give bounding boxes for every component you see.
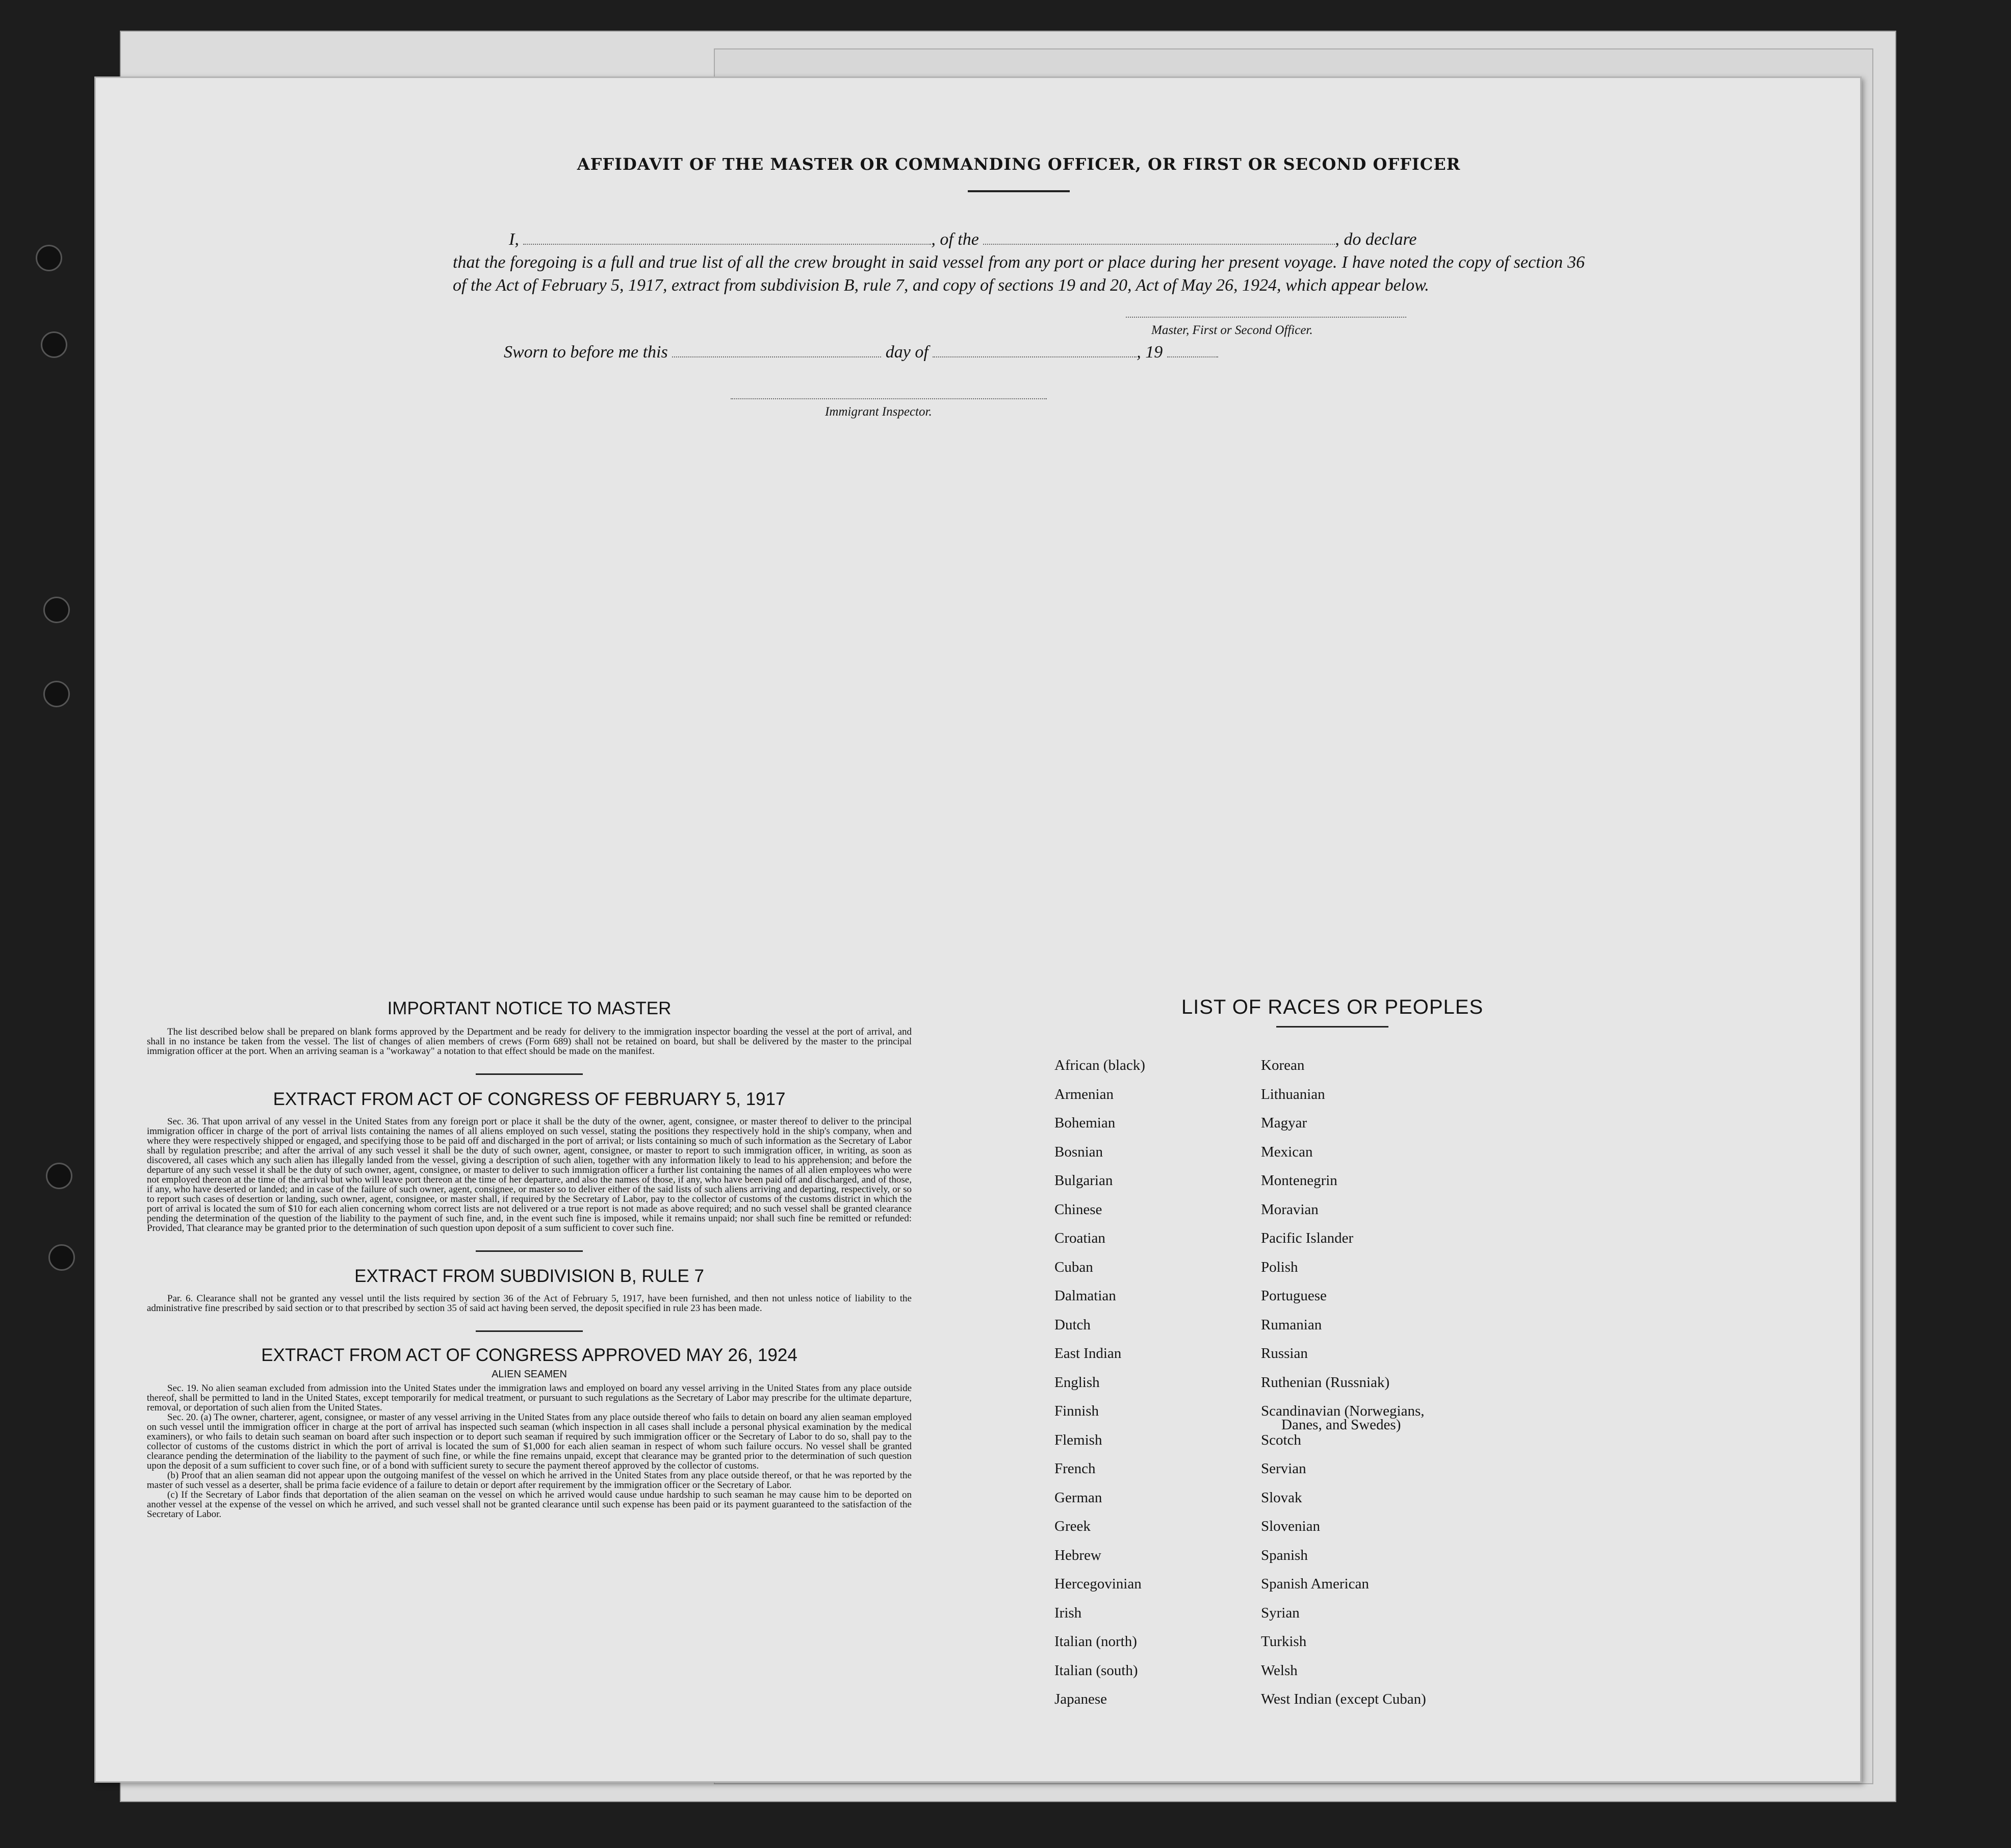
binder-hole (48, 1244, 75, 1271)
race-list-item: Flemish (1054, 1431, 1102, 1448)
extract-1924-title: EXTRACT FROM ACT OF CONGRESS APPROVED MAY 26, 1924 (261, 1345, 797, 1365)
race-list-item: Greek (1054, 1518, 1091, 1534)
section-divider (476, 1073, 583, 1075)
section-divider (476, 1330, 583, 1332)
race-list-item: Armenian (1054, 1086, 1114, 1102)
binder-hole (43, 681, 70, 707)
vessel-name-field[interactable] (983, 244, 1335, 245)
sworn-prefix: Sworn to before me this (504, 343, 668, 362)
title-divider (968, 190, 1070, 192)
race-list-item: Bohemian (1054, 1115, 1116, 1131)
notice-text: The list described below shall be prepared on blank forms approved by the Department and be ready for delivery to the immigration inspector boarding the vessel at the port of arrival, and shall in no instance be taken from the vessel. The list of changes of alien members of crews (Form 689) shall not be retained on board, but shall be delivered by the master to the principal immigration officer at the port. When an arriving seaman is a "workaway" a notation to that effect should be made on the manifest. (147, 1026, 912, 1057)
section-divider (476, 1250, 583, 1252)
declare-text: , do declare (1335, 230, 1417, 249)
race-list-item: Portuguese (1261, 1288, 1327, 1304)
race-list-item: Moravian (1261, 1201, 1319, 1218)
race-list-item: Scotch (1261, 1431, 1301, 1448)
race-list-item: Spanish American (1261, 1576, 1369, 1592)
race-list-item: African (black) (1054, 1057, 1145, 1073)
race-list-item: Hercegovinian (1054, 1576, 1142, 1592)
race-list-item: Welsh (1261, 1662, 1298, 1679)
declarant-name-field[interactable] (523, 244, 931, 245)
race-list-item: Finnish (1054, 1403, 1099, 1419)
race-list-item: Syrian (1261, 1604, 1300, 1621)
race-list-item: Mexican (1261, 1143, 1313, 1160)
race-list-item: Ruthenian (Russniak) (1261, 1374, 1390, 1391)
inspector-signature-field[interactable] (731, 396, 1047, 399)
extract-1924-sec19: Sec. 19. No alien seaman excluded from admission into the United States under the immigration laws and employed on board any vessel arriving in the United States from any place outside thereof, shall be permitted to land in the United States, except temporarily for medical treatment, or pursuant to such regulations as the Secretary of Labor may prescribe for the ultimate departure, removal, or deportation of such alien from the United States. (147, 1383, 912, 1413)
race-list-item: Bosnian (1054, 1143, 1103, 1160)
master-signature-label: Master, First or Second Officer. (1151, 323, 1313, 337)
year-prefix: , 19 (1137, 343, 1163, 362)
race-list-item: French (1054, 1460, 1096, 1477)
race-list-item: Japanese (1054, 1691, 1107, 1707)
race-list-item: Irish (1054, 1604, 1082, 1621)
extract-rule7-title: EXTRACT FROM SUBDIVISION B, RULE 7 (354, 1266, 704, 1286)
races-column-2 (1261, 1057, 1426, 1720)
race-list-item: German (1054, 1489, 1102, 1506)
race-list-item: Slovak (1261, 1489, 1302, 1506)
inspector-signature-label: Immigrant Inspector. (825, 405, 932, 419)
binder-hole (41, 331, 67, 358)
races-section (1052, 996, 1613, 1707)
race-list-item: Russian (1261, 1345, 1308, 1362)
races-title: LIST OF RACES OR PEOPLES (1181, 996, 1484, 1018)
affidavit-body (453, 228, 1585, 297)
race-list-item: Spanish (1261, 1547, 1308, 1563)
race-list-item: Croatian (1054, 1230, 1105, 1246)
race-list-item: Montenegrin (1261, 1172, 1337, 1189)
extract-1924-sec20c: (c) If the Secretary of Labor finds that deportation of the alien seaman on the vessel on which he arrived would cause undue hardship to such seaman he may cause him to be deported on another vessel at the expense of the vessel on which he arrived, and such vessel shall not be granted clearance until such expense has been paid or its payment guaranteed to the satisfaction of the Secretary of Labor. (147, 1490, 912, 1520)
race-list-item: West Indian (except Cuban) (1261, 1691, 1426, 1707)
sworn-line (504, 343, 1218, 362)
extract-1917-title: EXTRACT FROM ACT OF CONGRESS OF FEBRUARY 5, 1917 (273, 1089, 786, 1109)
race-list-item: Turkish (1261, 1633, 1307, 1650)
extract-1924-sec20b: (b) Proof that an alien seaman did not appear upon the outgoing manifest of the vessel on which he arrived in the United States from any place outside thereof, or that he was reported by the master of such vessel as a deserter, shall be prima facie evidence of a failure to detain or deport after requirement by the immigration officer or the Secretary of Labor. (147, 1470, 912, 1491)
race-list-item: Rumanian (1261, 1316, 1322, 1333)
race-list-item: Bulgarian (1054, 1172, 1113, 1189)
races-column-1 (1054, 1057, 1145, 1720)
races-title-divider (1276, 1026, 1388, 1028)
race-list-item: Scandinavian (Norwegians, (1261, 1403, 1425, 1419)
race-list-item: Lithuanian (1261, 1086, 1325, 1102)
race-list-item: Magyar (1261, 1115, 1307, 1131)
race-list-item: Dalmatian (1054, 1288, 1116, 1304)
race-list-item: Dutch (1054, 1316, 1091, 1333)
legal-notices-column (147, 998, 912, 1519)
extract-1924-sec20a: Sec. 20. (a) The owner, charterer, agent, consignee, or master of any vessel arriving in the United States from any place outside thereof who fails to detain on board any alien seaman employed on such vessel until the immigration officer in charge at the port of arrival has inspected such seaman (which inspection in all cases shall include a personal physical examination by the medical examiners), or who fails to detain such seaman on board after such inspection or to deport such seaman if required by such immigration officer or the Secretary of Labor to do so, shall pay to the collector of customs of the customs district in which the port of arrival is located the sum of $1,000 for each alien seaman in respect of whom such failure occurs. No vessel shall be granted clearance pending the determination of the liability to the payment of such fine, or while the fine remains unpaid, except that clearance may be granted prior to the determination of such question upon the deposit of a sum sufficient to cover such fine, or of a bond with sufficient surety to secure the payment thereof approved by the collector of customs. (147, 1412, 912, 1471)
race-list-item: Danes, and Swedes) (1281, 1417, 1401, 1433)
notice-title: IMPORTANT NOTICE TO MASTER (387, 998, 672, 1018)
sworn-month-field[interactable] (933, 356, 1137, 357)
race-list-item: Cuban (1054, 1259, 1093, 1275)
race-list-item: Italian (north) (1054, 1633, 1137, 1650)
race-list-item: English (1054, 1374, 1100, 1391)
binder-hole (46, 1163, 72, 1189)
vessel-prefix: , of the (931, 230, 979, 249)
extract-1917-text: Sec. 36. That upon arrival of any vessel in the United States from any foreign port or place it shall be the duty of the owner, agent, consignee, or master thereof to deliver to the principal immigration officer in charge of the port of arrival lists containing the names of all aliens employed on such vessel, stating the positions they respectively hold in the ship's company, when and where they were respectively shipped or engaged, and specifying those to be paid off and discharged in the port of arrival; or lists containing so much of such information as the Secretary of Labor shall by regulation prescribe; and after the arrival of any such vessel it shall be the duty of such owner, agent, consignee, or master to report to such immigration officer, in writing, as soon as discovered, all cases which any such alien has illegally landed from the vessel, giving a description of such alien, together with any information likely to lead to his apprehension; and before the departure of any such vessel it shall be the duty of such owner, agent, consignee, or master to deliver to such immigration officer a further list containing the names of all alien employees who were not employed thereon at the time of the arrival but who will leave port thereon at the time of her departure, and also the names of those, if any, who have been paid off and discharged, and of those, if any, who have deserted or landed; and in case of the failure of such owner, agent, consignee, or master so to deliver either of the said lists of such aliens arriving and departing, respectively, or so to report such cases of desertion or landing, such owner, agent, consignee, or master shall, if required by the Secretary of Labor, pay to the collector of customs of the customs district in which the port of arrival is located the sum of $10 for each alien concerning whom correct lists are not delivered or a true report is not made as above required; and no such vessel shall be granted clearance pending the determination of the question of the liability to the payment of such fine, and, in the event such fine is imposed, while it remains unpaid; nor shall such fine be remitted or refunded: Provided, That clearance may be granted prior to the determination of such question upon deposit of a sum sufficient to cover such fine. (147, 1116, 912, 1234)
extract-rule7-text: Par. 6. Clearance shall not be granted any vessel until the lists required by section 36 of the Act of February 5, 1917, have been furnished, and then not unless notice of liability to the administrative fine prescribed by said section or to that prescribed by section 35 of said act having been served, the deposit specified in rule 23 has been made. (147, 1293, 912, 1314)
race-list-item: East Indian (1054, 1345, 1122, 1362)
race-list-item: Slovenian (1261, 1518, 1320, 1534)
sworn-year-field[interactable] (1167, 356, 1218, 357)
affidavit-section (453, 155, 1585, 429)
affidavit-title: AFFIDAVIT OF THE MASTER OR COMMANDING OFFICER, OR FIRST OR SECOND OFFICER (577, 155, 1461, 174)
sworn-date-field[interactable] (672, 356, 881, 357)
master-signature-field[interactable] (1126, 315, 1406, 318)
declarant-prefix: I, (509, 230, 519, 249)
declaration-text: that the foregoing is a full and true list of all the crew brought in said vessel from any port or place during her present voyage. I have noted the copy of section 36 of the Act of February 5, 1917, extract from subdivision B, rule 7, and copy of sections 19 and 20, Act of May 26, 1924, which appear below. (453, 253, 1585, 295)
race-list-item: Pacific Islander (1261, 1230, 1354, 1246)
race-list-item: Chinese (1054, 1201, 1102, 1218)
affidavit-form-sheet (94, 76, 1862, 1783)
race-list-item: Polish (1261, 1259, 1298, 1275)
day-of-label: day of (885, 343, 929, 362)
race-list-item: Hebrew (1054, 1547, 1101, 1563)
race-list-item: Korean (1261, 1057, 1305, 1073)
extract-1924-subtitle: ALIEN SEAMEN (492, 1369, 567, 1380)
binder-hole (36, 245, 62, 271)
race-list-item: Servian (1261, 1460, 1306, 1477)
binder-hole (43, 597, 70, 623)
race-list-item: Italian (south) (1054, 1662, 1138, 1679)
